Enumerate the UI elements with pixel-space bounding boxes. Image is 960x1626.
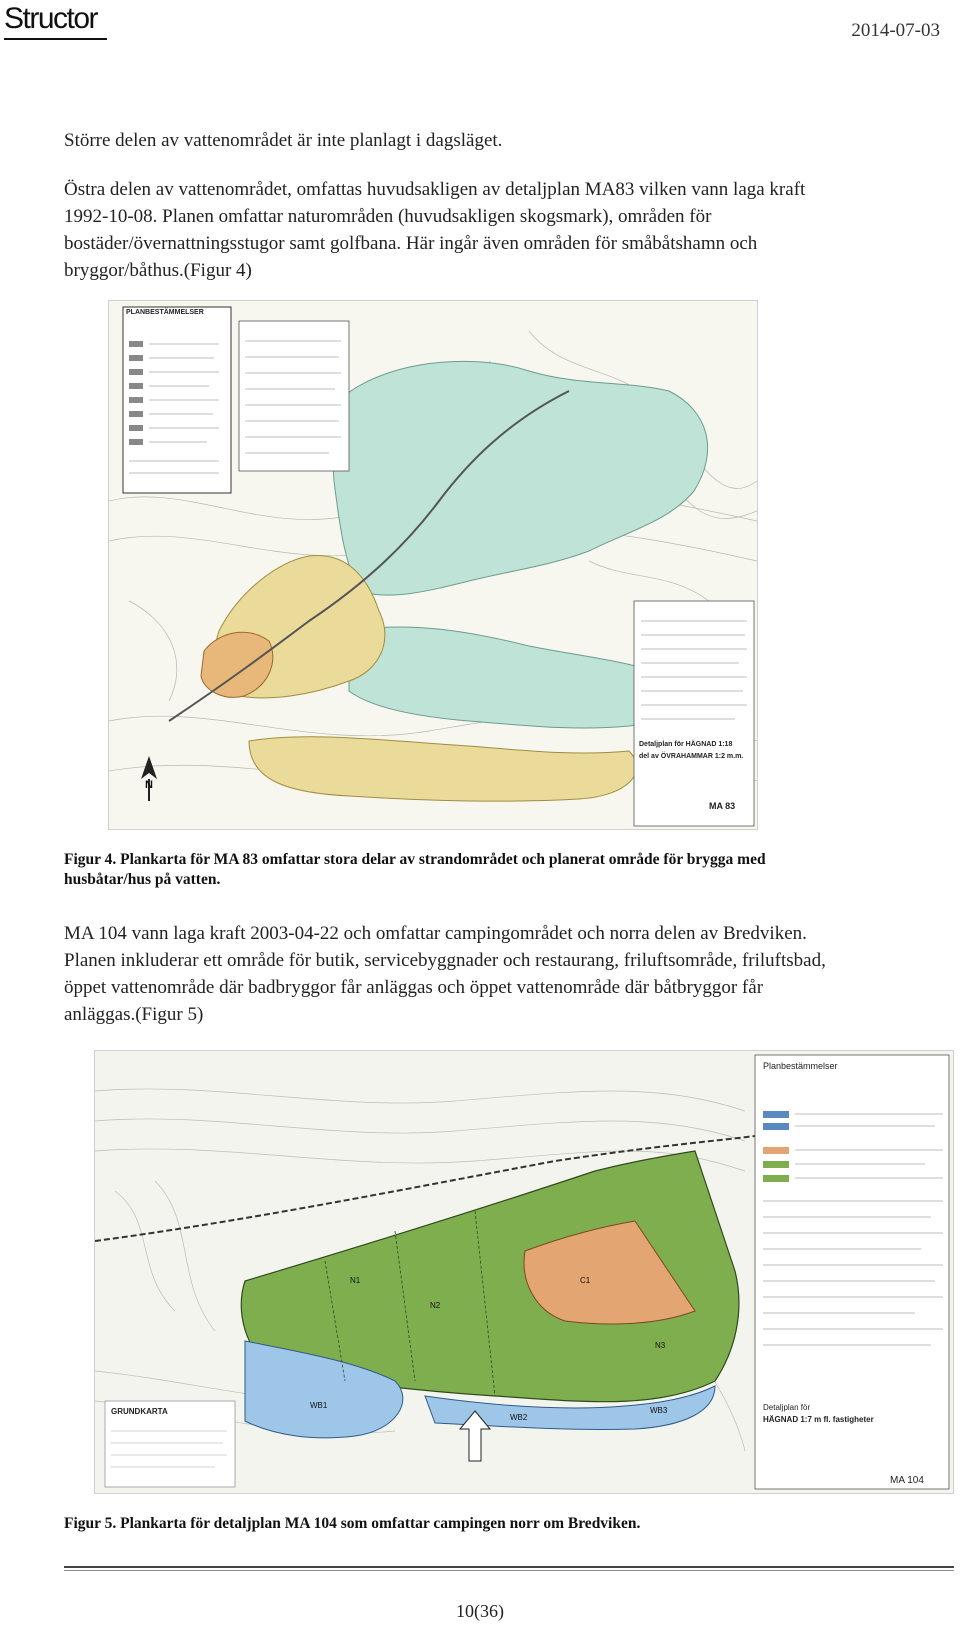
figure-5-title-line-1: Detaljplan för (763, 1403, 811, 1412)
zone-label: N2 (430, 1301, 441, 1310)
paragraph-3-line-4: anläggas.(Figur 5) (64, 1004, 204, 1025)
figure-4-title-line-1: Detaljplan för HÄGNAD 1:18 (639, 741, 733, 748)
paragraph-3-line-3: öppet vattenområde där badbryggor får anläggas och öppet vattenområde där båtbryggor får (64, 977, 764, 998)
page-header (0, 0, 960, 60)
zone-label: WB2 (510, 1413, 528, 1422)
paragraph-3-line-1: MA 104 vann laga kraft 2003-04-22 och omfattar campingområdet och norra delen av Bredviken. (64, 923, 807, 944)
paragraph-1: Större delen av vattenområdet är inte planlagt i dagsläget. (64, 130, 503, 151)
structor-logo: Structor (4, 2, 98, 35)
figure-4-plan-map (108, 300, 758, 830)
zone-label: WB3 (650, 1406, 668, 1415)
paragraph-2-line-4: bryggor/båthus.(Figur 4) (64, 260, 252, 281)
figure-4-caption-line-1: Figur 4. Plankarta för MA 83 omfattar stora delar av strandområdet och planerat område för brygga med (64, 851, 766, 868)
figure-5-base-map-title: GRUNDKARTA (111, 1407, 168, 1416)
figure-5-plan-map (94, 1050, 954, 1494)
figure-5-legend-title: Planbestämmelser (763, 1061, 838, 1071)
figure-4-caption-line-2: husbåtar/hus på vatten. (64, 871, 221, 888)
figure-4-title-line-2: del av ÖVRAHAMMAR 1:2 m.m. (639, 753, 744, 760)
figure-4-north-label: N (145, 779, 153, 791)
figure-5-title-line-2: HÄGNAD 1:7 m fl. fastigheter (763, 1415, 874, 1424)
figure-4-map-image (109, 301, 757, 829)
footer-rule-thick (64, 1566, 954, 1568)
logo-underline (4, 38, 107, 40)
figure-5-caption: Figur 5. Plankarta för detaljplan MA 104 som omfattar campingen norr om Bredviken. (64, 1515, 641, 1532)
document-date: 2014-07-03 (851, 20, 940, 41)
zone-label: N3 (655, 1341, 666, 1350)
figure-5-sheet-id: MA 104 (890, 1475, 924, 1486)
zone-label: C1 (580, 1276, 591, 1285)
zone-label: WB1 (310, 1401, 328, 1410)
paragraph-2-line-3: bostäder/övernattningsstugor samt golfbana. Här ingår även områden för småbåtshamn och (64, 233, 758, 254)
figure-4-sheet-id: MA 83 (709, 801, 736, 811)
footer-rule-thin (64, 1570, 954, 1571)
zone-label: N1 (350, 1276, 361, 1285)
figure-4-legend-title: PLANBESTÄMMELSER (126, 309, 204, 316)
page-number: 10(36) (456, 1601, 504, 1621)
paragraph-2-line-1: Östra delen av vattenområdet, omfattas huvudsakligen av detaljplan MA83 vilken vann laga kraft (64, 179, 806, 200)
paragraph-3-line-2: Planen inkluderar ett område för butik, servicebyggnader och restaurang, friluftsområde, friluftsbad, (64, 950, 826, 971)
figure-5-map-image (95, 1051, 953, 1493)
paragraph-2-line-2: 1992-10-08. Planen omfattar naturområden (huvudsakligen skogsmark), områden för (64, 206, 712, 227)
